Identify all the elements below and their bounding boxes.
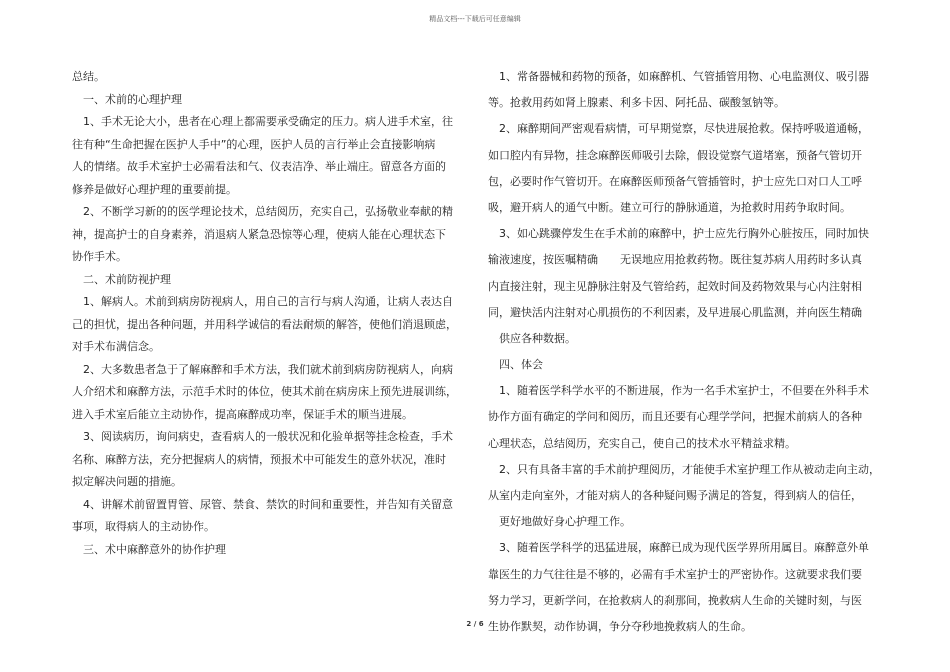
text-line: 供应各种数据。 xyxy=(488,331,576,345)
text-line: 1、手术无论大小，患者在心理上都需要承受确定的压力。病人进手术室，往 xyxy=(72,115,453,128)
text-line: 神，提高护士的自身素养，消退病人紧急恐惊等心理，使病人能在心理状态下 xyxy=(72,227,446,241)
text-line: 吸，避开病人的通气中断。建立可行的静脉通道，为抢救时用药争取时间。 xyxy=(488,200,851,214)
text-line: 1、解病人。术前到病房防视病人，用自己的言行与病人沟通，让病人表达自 xyxy=(72,295,453,308)
text-line: 包，必要时作气管切开。在麻醉医师预备气管插管时，护士应先口对口人工呼 xyxy=(488,174,862,188)
text-line: 生协作默契，动作协调，争分夺秒地挽救病人的生命。 xyxy=(488,619,752,633)
text-line: 2、大多数患者急于了解麻醉和手术方法，我们就术前到病房防视病人，向病 xyxy=(72,362,453,376)
text-line: 协作手术。 xyxy=(72,250,127,263)
text-line: 己的担忧，提出各种问题，并用科学诚信的看法耐烦的解答，使他们消退顾虑， xyxy=(72,317,457,331)
text-line: 往有种“生命把握在医护人手中”的心理，医护人员的言行举止会直接影响病 xyxy=(72,137,436,151)
page-number: 2 / 6 xyxy=(466,620,484,628)
text-line: 2、不断学习新的的医学理论技术，总结阅历，充实自己，弘扬敬业奉献的精 xyxy=(72,205,453,218)
text-line: 总结。 xyxy=(72,70,105,83)
text-line: 靠医生的力气往往是不够的，必需有手术室护士的严密协作。这就要求我们要 xyxy=(488,567,862,581)
text-line: 3、阅读病历，询问病史，查看病人的一般状况和化验单据等挂念检查，手术 xyxy=(72,430,453,443)
text-line: 二、术前防视护理 xyxy=(72,272,171,286)
text-line: 事项，取得病人的主动协作。 xyxy=(72,520,215,533)
text-line: 心理状态，总结阅历，充实自己，使自己的技术水平精益求精。 xyxy=(488,436,796,450)
text-line: 四、体会 xyxy=(488,358,543,372)
text-line: 等。抢救用药如肾上腺素、利多卡因、阿托品、碳酸氢钠等。 xyxy=(488,96,785,110)
text-line: 对手术布满信念。 xyxy=(72,340,160,353)
text-line: 2、只有具备丰富的手术前护理阅历，才能使手术室护理工作从被动走向主动， xyxy=(488,462,880,476)
left-column xyxy=(72,66,462,561)
text-line: 如口腔内有异物，挂念麻醉医师吸引去除，假设觉察气道堵塞，预备气管切开 xyxy=(488,148,862,162)
text-line: 拟定解决问题的措施。 xyxy=(72,475,182,488)
text-line: 一、术前的心理护理 xyxy=(72,92,182,106)
right-column xyxy=(488,66,883,642)
text-line: 名称、麻醉方法，充分把握病人的病情，预报术中可能发生的意外状况，准时 xyxy=(72,452,446,466)
text-line: 输液速度，按医嘱精确 无误地应用抢救药物。既往复苏病人用药时多认真 xyxy=(488,253,862,267)
text-line: 努力学习，更新学问，在抢救病人的刹那间，挽救病人生命的关键时刻，与医 xyxy=(488,593,862,607)
text-line: 3、随着医学科学的迅猛进展，麻醉已成为现代医学界所用属目。麻醉意外单 xyxy=(488,541,869,555)
text-line: 进入手术室后能立主动协作，提高麻醉成功率，保证手术的顺当进展。 xyxy=(72,407,413,421)
text-line: 1、常备器械和药物的预备，如麻醉机、气管插管用物、心电监测仪、吸引器 xyxy=(488,70,869,83)
text-line: 1、随着医学科学水平的不断进展，作为一名手术室护士，不但要在外科手术 xyxy=(488,384,869,398)
text-line: 从室内走向室外，才能对病人的各种疑问赐予满足的答复，得到病人的信任， xyxy=(488,489,862,502)
text-line: 3、如心跳骤停发生在手术前的麻醉中，护士应先行胸外心脏按压，同时加快 xyxy=(488,227,869,241)
text-line: 同，避快活内注射对心肌损伤的不利因素，及早进展心肌监测，并向医生精确 xyxy=(488,305,862,319)
text-line: 修养是做好心理护理的重要前提。 xyxy=(72,182,237,196)
page-header: 精品文档---下载后可任意编辑 xyxy=(429,15,521,23)
text-line: 人的情绪。故手术室护士必需看法和气、仪表洁净、举止端庄。留意各方面的 xyxy=(72,160,446,173)
text-line: 4、讲解术前留置胃管、尿管、禁食、禁饮的时间和重要性，并告知有关留意 xyxy=(72,497,453,511)
text-line: 人介绍术和麻醉方法，示范手术时的体位，使其术前在病房床上预先进展训练， xyxy=(72,385,457,398)
text-line: 更好地做好身心护理工作。 xyxy=(488,515,631,529)
text-line: 2、麻醉期间严密观看病情，可早期觉察，尽快进展抢救。保持呼吸道通畅， xyxy=(488,122,869,136)
text-line: 三、术中麻醉意外的协作护理 xyxy=(72,542,226,556)
text-line: 内直接注射，现主见静脉注射及气管给药，起效时间及药物效果与心内注射相 xyxy=(488,279,862,293)
text-line: 协作方面有确定的学问和阅历，而且还要有心理学学问，把握术前病人的各种 xyxy=(488,410,862,424)
